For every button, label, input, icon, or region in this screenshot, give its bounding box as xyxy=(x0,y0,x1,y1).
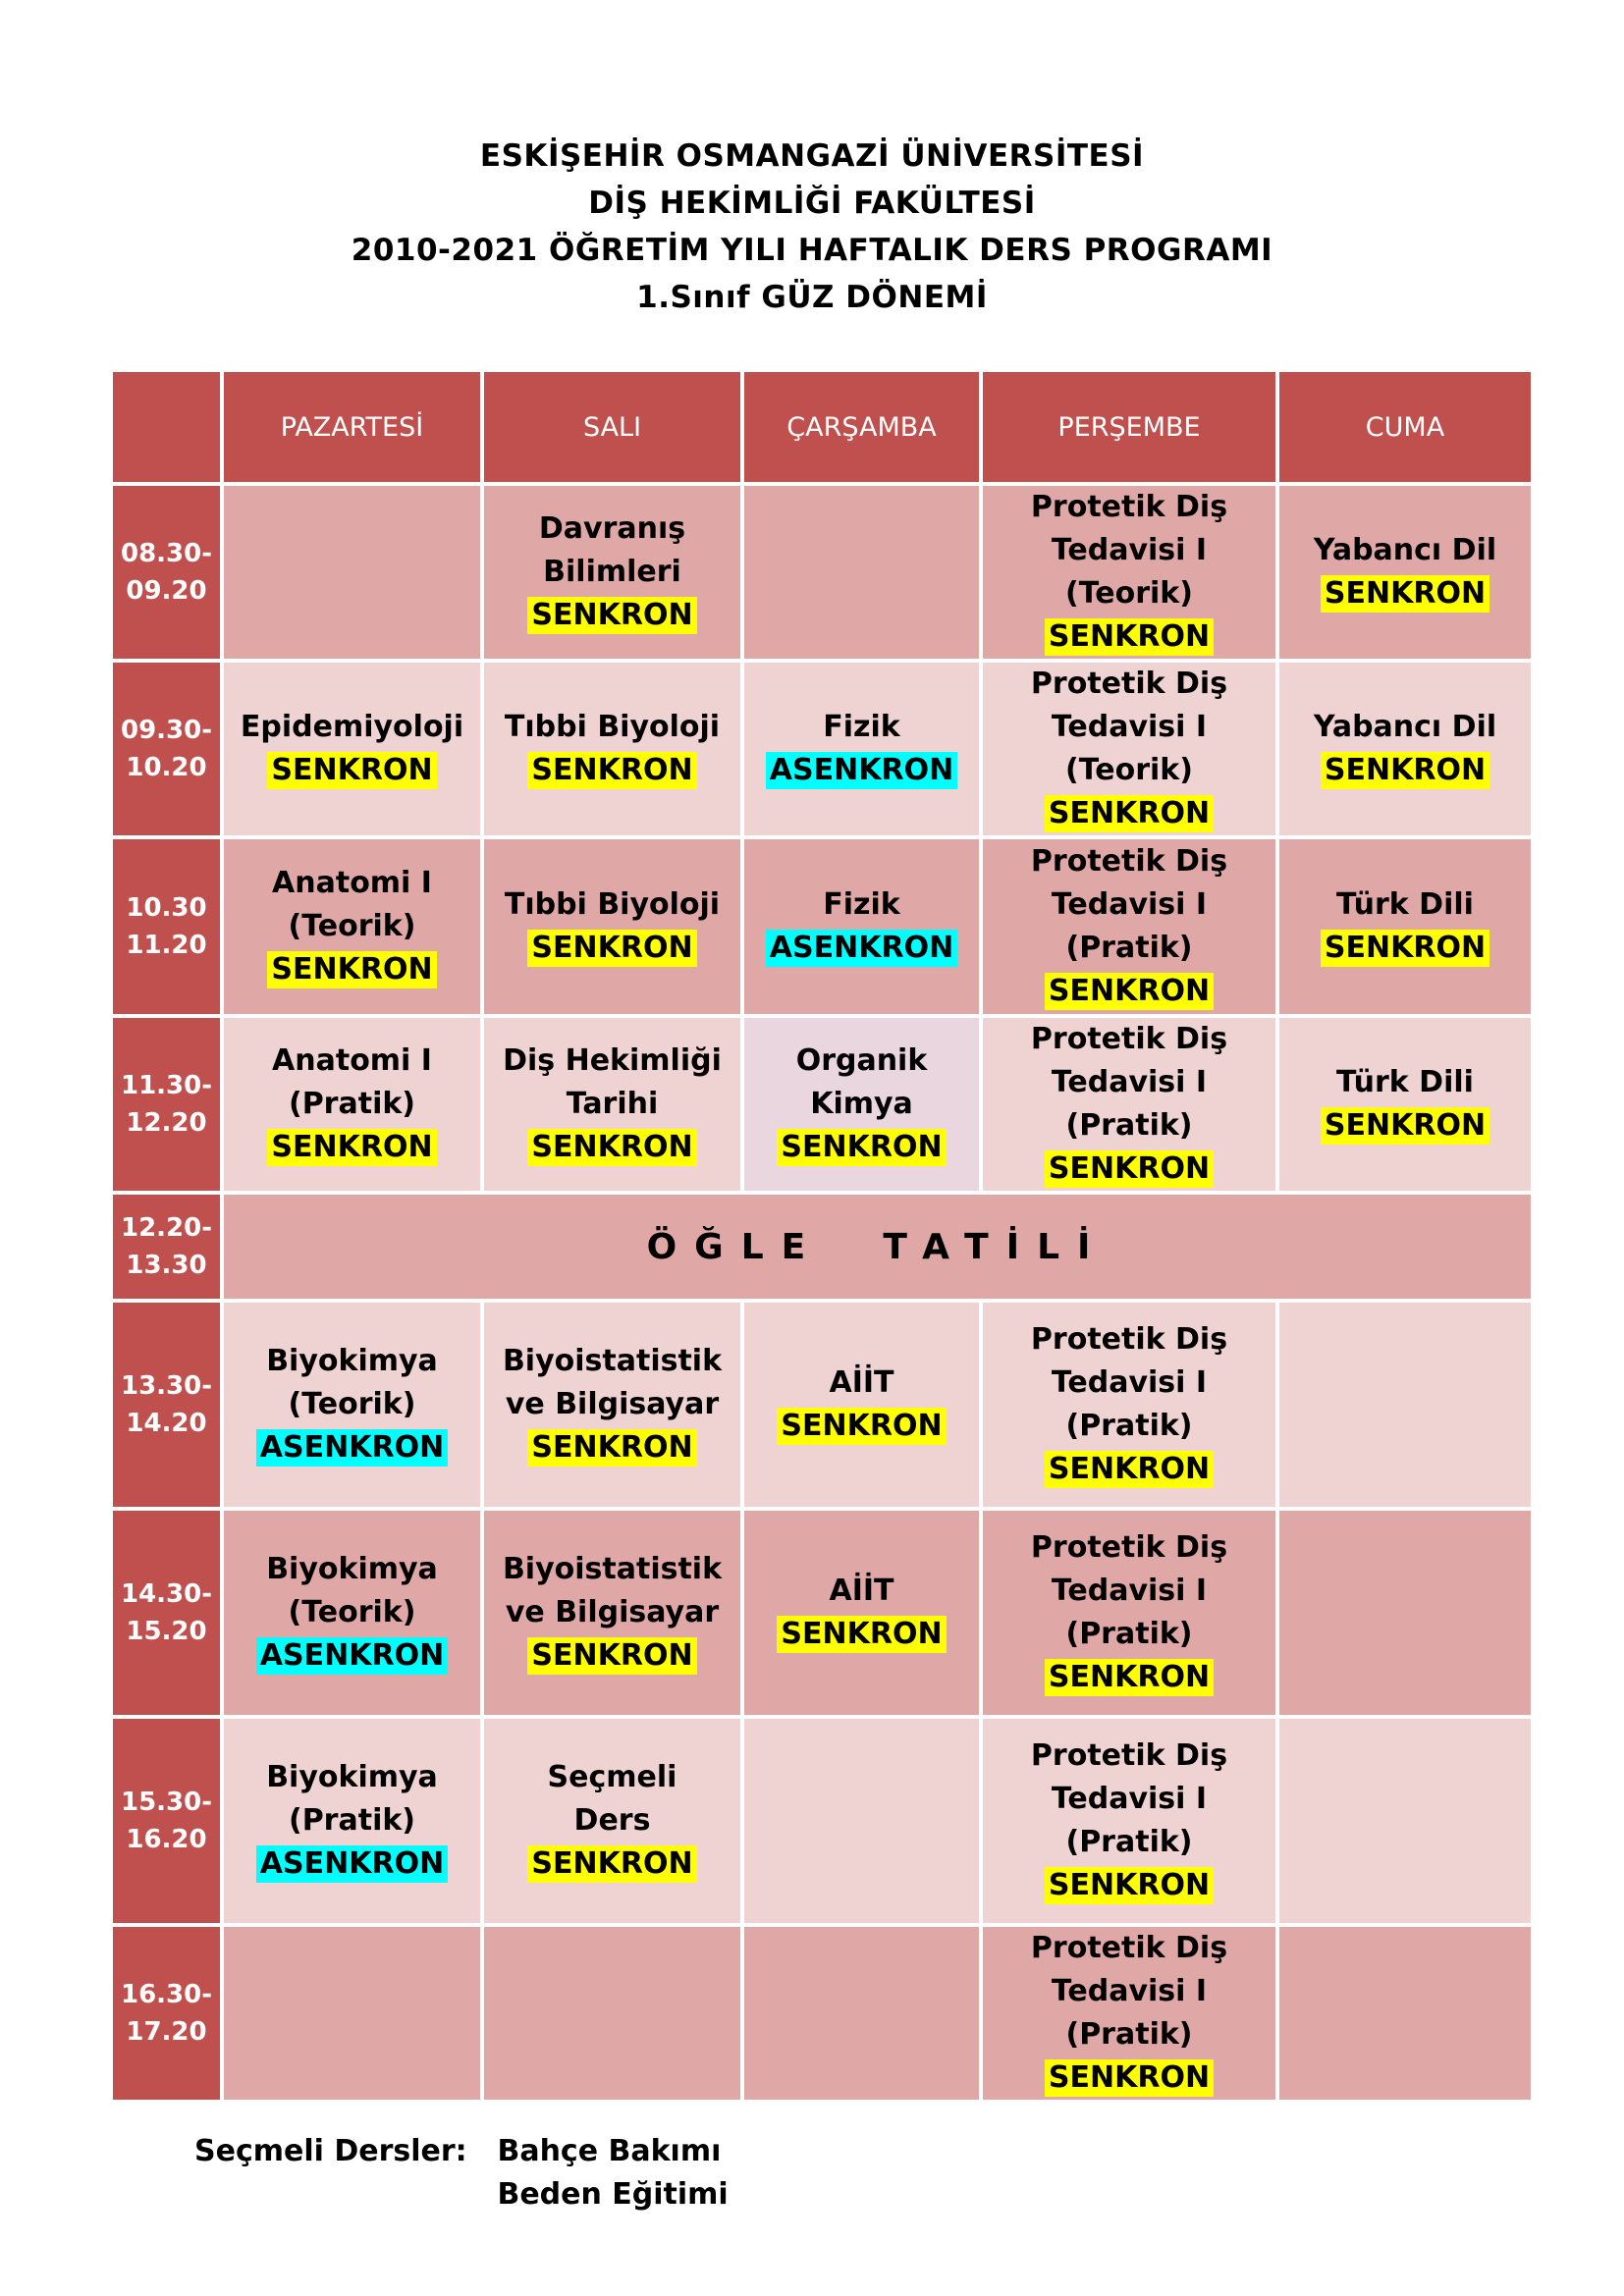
course-cell xyxy=(482,1509,742,1717)
delivery-badge: SENKRON xyxy=(527,1637,696,1675)
course-cell xyxy=(1277,1016,1533,1193)
course-name: Tedavisi I xyxy=(1051,1365,1208,1400)
day-header: ÇARŞAMBA xyxy=(742,370,981,484)
delivery-badge: SENKRON xyxy=(267,1129,436,1166)
delivery-badge: SENKRON xyxy=(1045,795,1214,832)
delivery-badge: SENKRON xyxy=(527,930,696,967)
course-name: (Pratik) xyxy=(1065,931,1193,965)
course-cell xyxy=(981,1301,1277,1509)
course-name: Biyokimya xyxy=(266,1552,438,1586)
course-cell xyxy=(1277,1509,1533,1717)
course-name: Seçmeli xyxy=(547,1760,677,1794)
time-start: 15.30- xyxy=(120,1788,213,1817)
course-name: Tedavisi I xyxy=(1051,710,1208,744)
course-name: Epidemiyoloji xyxy=(240,710,464,744)
time-slot xyxy=(111,837,222,1016)
course-name: Protetik Diş xyxy=(1030,1530,1228,1565)
time-start: 10.30 xyxy=(126,893,207,923)
course-name: Tedavisi I xyxy=(1051,533,1208,567)
corner-cell xyxy=(111,370,222,484)
course-name: Tedavisi I xyxy=(1051,1782,1208,1816)
course-cell xyxy=(222,1016,482,1193)
delivery-badge: SENKRON xyxy=(267,752,436,789)
course-cell xyxy=(1277,661,1533,837)
course-name: Biyoistatistik xyxy=(502,1552,723,1586)
schedule-row xyxy=(111,1016,1533,1193)
time-end: 17.20 xyxy=(126,2017,207,2047)
course-cell xyxy=(1277,1301,1533,1509)
delivery-badge: SENKRON xyxy=(527,1845,696,1883)
course-cell xyxy=(222,1301,482,1509)
course-cell xyxy=(1277,1717,1533,1925)
course-name: Biyoistatistik xyxy=(502,1344,723,1378)
schedule-row xyxy=(111,1717,1533,1925)
delivery-badge: SENKRON xyxy=(527,597,696,634)
delivery-badge: ASENKRON xyxy=(256,1845,448,1883)
time-start: 09.30- xyxy=(120,716,213,745)
delivery-badge: SENKRON xyxy=(527,1129,696,1166)
schedule-row xyxy=(111,1509,1533,1717)
delivery-badge: ASENKRON xyxy=(766,752,957,789)
course-name: Tedavisi I xyxy=(1051,1974,1208,2008)
course-name: Anatomi I xyxy=(272,866,432,900)
course-name: Tedavisi I xyxy=(1051,1574,1208,1608)
schedule-row xyxy=(111,1925,1533,2102)
course-name: Yabancı Dil xyxy=(1313,710,1497,744)
time-end: 12.20 xyxy=(126,1108,207,1138)
course-name: Türk Dili xyxy=(1336,887,1474,922)
course-cell xyxy=(1277,837,1533,1016)
course-cell xyxy=(742,1717,981,1925)
time-end: 15.20 xyxy=(126,1617,207,1646)
document-title xyxy=(0,133,1624,321)
course-cell xyxy=(482,1717,742,1925)
course-name: Diş Hekimliği xyxy=(503,1043,722,1078)
course-name: (Teorik) xyxy=(288,909,416,943)
delivery-badge: SENKRON xyxy=(1321,1107,1489,1145)
course-name: (Pratik) xyxy=(1065,1108,1193,1143)
course-cell xyxy=(482,484,742,661)
course-name: Anatomi I xyxy=(272,1043,432,1078)
delivery-badge: SENKRON xyxy=(1045,1150,1214,1188)
time-end: 16.20 xyxy=(126,1825,207,1854)
schedule-row xyxy=(111,837,1533,1016)
course-name: Tedavisi I xyxy=(1051,1065,1208,1099)
elective-item: Beden Eğitimi xyxy=(497,2177,729,2212)
course-name: Ders xyxy=(573,1803,651,1838)
course-cell xyxy=(742,837,981,1016)
course-cell xyxy=(222,1717,482,1925)
delivery-badge: SENKRON xyxy=(267,951,436,988)
lunch-break-label: ÖĞLE TATİLİ xyxy=(222,1193,1533,1301)
course-cell xyxy=(1277,1925,1533,2102)
time-start: 14.30- xyxy=(120,1579,213,1609)
course-cell xyxy=(222,1925,482,2102)
time-start: 08.30- xyxy=(120,539,213,568)
course-name: Fizik xyxy=(823,887,900,922)
time-end: 14.20 xyxy=(126,1409,207,1438)
course-cell xyxy=(1277,484,1533,661)
time-slot xyxy=(111,1717,222,1925)
course-cell xyxy=(222,661,482,837)
time-end: 10.20 xyxy=(126,753,207,782)
course-cell xyxy=(222,837,482,1016)
course-name: (Teorik) xyxy=(1065,753,1193,787)
time-slot xyxy=(111,1301,222,1509)
time-slot xyxy=(111,1925,222,2102)
time-start: 11.30- xyxy=(120,1071,213,1100)
schedule-table xyxy=(109,368,1535,2104)
delivery-badge: SENKRON xyxy=(1321,575,1489,613)
elective-courses xyxy=(194,2130,729,2216)
course-name: (Pratik) xyxy=(288,1803,416,1838)
course-cell xyxy=(482,661,742,837)
course-name: AİİT xyxy=(829,1574,894,1608)
delivery-badge: ASENKRON xyxy=(256,1637,448,1675)
course-name: Protetik Diş xyxy=(1030,1931,1228,1965)
course-cell xyxy=(742,484,981,661)
program-title: 2010-2021 ÖĞRETİM YILI HAFTALIK DERS PROGRAMI xyxy=(351,233,1273,268)
course-cell xyxy=(222,484,482,661)
delivery-badge: ASENKRON xyxy=(256,1429,448,1467)
course-name: Yabancı Dil xyxy=(1313,533,1497,567)
course-cell xyxy=(482,1301,742,1509)
schedule-row xyxy=(111,1301,1533,1509)
course-name: Protetik Diş xyxy=(1030,1322,1228,1357)
delivery-badge: SENKRON xyxy=(777,1616,946,1653)
time-start: 16.30- xyxy=(120,1980,213,2009)
course-name: Tıbbi Biyoloji xyxy=(504,887,721,922)
course-name: Fizik xyxy=(823,710,900,744)
delivery-badge: SENKRON xyxy=(1045,2059,1214,2097)
course-name: (Pratik) xyxy=(1065,2017,1193,2052)
university-name: ESKİŞEHİR OSMANGAZİ ÜNİVERSİTESİ xyxy=(479,138,1145,174)
course-cell xyxy=(981,661,1277,837)
course-name: (Pratik) xyxy=(1065,1617,1193,1651)
course-cell xyxy=(222,1509,482,1717)
faculty-name: DİŞ HEKİMLİĞİ FAKÜLTESİ xyxy=(588,186,1036,221)
delivery-badge: SENKRON xyxy=(527,1429,696,1467)
day-header: SALI xyxy=(482,370,742,484)
course-name: Davranış xyxy=(538,511,686,546)
time-slot xyxy=(111,1016,222,1193)
course-name: Bilimleri xyxy=(543,555,681,589)
course-name: (Teorik) xyxy=(288,1595,416,1629)
course-cell xyxy=(981,484,1277,661)
delivery-badge: SENKRON xyxy=(1321,752,1489,789)
course-name: (Teorik) xyxy=(1065,576,1193,611)
course-cell xyxy=(742,1925,981,2102)
course-cell xyxy=(981,837,1277,1016)
course-name: ve Bilgisayar xyxy=(505,1595,720,1629)
time-end: 13.30 xyxy=(126,1251,207,1280)
course-name: Tıbbi Biyoloji xyxy=(504,710,721,744)
course-name: Biyokimya xyxy=(266,1760,438,1794)
course-cell xyxy=(482,1016,742,1193)
delivery-badge: SENKRON xyxy=(777,1408,946,1445)
course-cell xyxy=(742,661,981,837)
elective-item: Bahçe Bakımı xyxy=(497,2134,722,2168)
delivery-badge: SENKRON xyxy=(1045,1867,1214,1904)
course-name: Tedavisi I xyxy=(1051,887,1208,922)
delivery-badge: SENKRON xyxy=(527,752,696,789)
delivery-badge: SENKRON xyxy=(1045,973,1214,1010)
delivery-badge: SENKRON xyxy=(1045,1451,1214,1488)
course-cell xyxy=(742,1509,981,1717)
schedule-body xyxy=(111,484,1533,2102)
course-cell xyxy=(742,1016,981,1193)
course-name: Protetik Diş xyxy=(1030,844,1228,879)
course-cell xyxy=(482,837,742,1016)
elective-label: Seçmeli Dersler: xyxy=(194,2134,467,2168)
day-header: PERŞEMBE xyxy=(981,370,1277,484)
course-name: Organik xyxy=(795,1043,928,1078)
time-slot xyxy=(111,484,222,661)
schedule-row xyxy=(111,484,1533,661)
course-name: ve Bilgisayar xyxy=(505,1387,720,1421)
course-name: Protetik Diş xyxy=(1030,1022,1228,1056)
course-name: Biyokimya xyxy=(266,1344,438,1378)
course-cell xyxy=(482,1925,742,2102)
time-slot xyxy=(111,1193,222,1301)
course-name: Türk Dili xyxy=(1336,1065,1474,1099)
day-header-row xyxy=(111,370,1533,484)
delivery-badge: ASENKRON xyxy=(766,930,957,967)
time-slot xyxy=(111,661,222,837)
day-header: PAZARTESİ xyxy=(222,370,482,484)
term-title: 1.Sınıf GÜZ DÖNEMİ xyxy=(636,280,988,315)
day-header: CUMA xyxy=(1277,370,1533,484)
lunch-row xyxy=(111,1193,1533,1301)
course-name: (Teorik) xyxy=(288,1387,416,1421)
delivery-badge: SENKRON xyxy=(1321,930,1489,967)
course-name: (Pratik) xyxy=(1065,1409,1193,1443)
course-cell xyxy=(981,1509,1277,1717)
course-name: Protetik Diş xyxy=(1030,490,1228,524)
course-cell xyxy=(742,1301,981,1509)
course-cell xyxy=(981,1925,1277,2102)
course-name: Protetik Diş xyxy=(1030,1738,1228,1773)
delivery-badge: SENKRON xyxy=(1045,618,1214,656)
delivery-badge: SENKRON xyxy=(1045,1659,1214,1696)
course-name: Protetik Diş xyxy=(1030,667,1228,701)
time-slot xyxy=(111,1509,222,1717)
course-name: (Pratik) xyxy=(1065,1825,1193,1859)
course-name: AİİT xyxy=(829,1365,894,1400)
course-name: Kimya xyxy=(810,1087,913,1121)
schedule-row xyxy=(111,661,1533,837)
course-name: Tarihi xyxy=(566,1087,659,1121)
delivery-badge: SENKRON xyxy=(777,1129,946,1166)
time-end: 09.20 xyxy=(126,576,207,606)
course-cell xyxy=(981,1016,1277,1193)
time-end: 11.20 xyxy=(126,931,207,960)
course-cell xyxy=(981,1717,1277,1925)
time-start: 13.30- xyxy=(120,1371,213,1401)
time-start: 12.20- xyxy=(120,1213,213,1243)
course-name: (Pratik) xyxy=(288,1087,416,1121)
